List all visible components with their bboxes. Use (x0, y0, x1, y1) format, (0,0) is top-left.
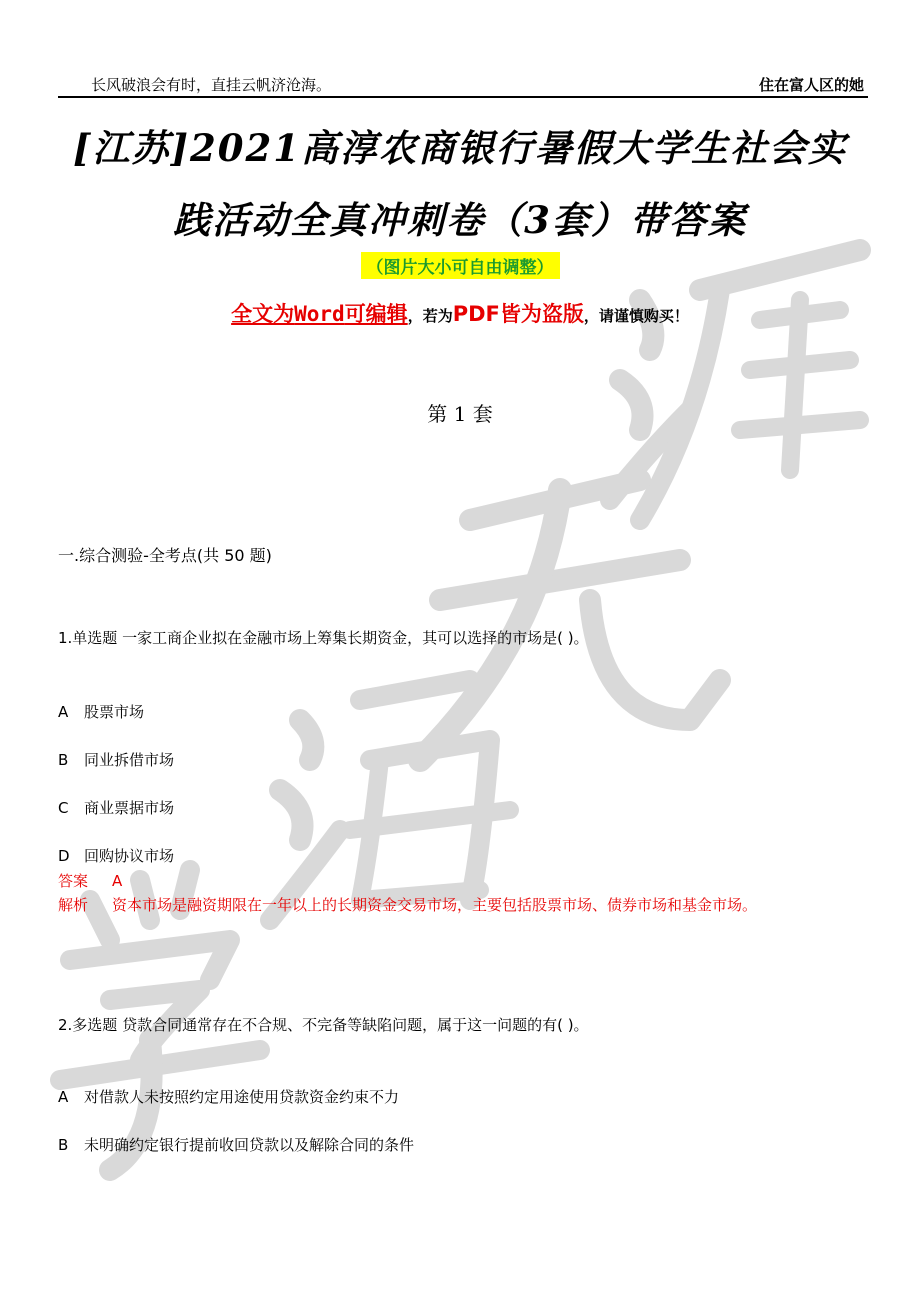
option-text: 回购协议市场 (84, 847, 175, 865)
set-title: 第 1 套 (427, 402, 493, 426)
notice-part-3: ，若为 (407, 307, 453, 325)
question-1-option-c (58, 797, 174, 818)
header-author: 住在富人区的她 (758, 76, 864, 94)
option-letter: C (58, 799, 69, 817)
question-2-option-b (58, 1134, 414, 1155)
image-resize-note: （图片大小可自由调整） (361, 252, 560, 279)
question-1-answer (58, 870, 122, 891)
option-text: 同业拆借市场 (84, 751, 175, 769)
explanation-text: 资本市场是融资期限在一年以上的长期资金交易市场，主要包括股票市场、债券市场和基金市场。 (112, 896, 758, 914)
question-2-option-a (58, 1086, 399, 1107)
explanation-label: 解析 (58, 896, 89, 914)
option-text: 未明确约定银行提前收回贷款以及解除合同的条件 (84, 1136, 415, 1154)
header-motto: 长风破浪会有时，直挂云帆济沧海。 (91, 76, 332, 94)
question-1-option-b (58, 749, 174, 770)
option-letter: A (58, 1088, 69, 1106)
document-title (40, 112, 880, 256)
notice-part-5: ，请谨慎购买！ (583, 307, 689, 325)
answer-value: A (112, 872, 123, 890)
title-line-1: [江苏]2021高淳农商银行暑假大学生社会实 (73, 126, 847, 170)
notice-part-4: 皆为盗版 (499, 302, 584, 326)
option-letter: B (58, 751, 69, 769)
option-letter: A (58, 703, 69, 721)
page-header (58, 72, 868, 98)
notice-pdf: PDF (452, 302, 500, 326)
question-2-stem: 2.多选题 贷款合同通常存在不合规、不完备等缺陷问题，属于这一问题的有( )。 (58, 1016, 589, 1034)
option-text: 商业票据市场 (84, 799, 175, 817)
option-text: 对借款人未按照约定用途使用贷款资金约束不力 (84, 1088, 400, 1106)
option-text: 股票市场 (84, 703, 145, 721)
notice-word: Word (294, 302, 345, 326)
notice-part-1: 全文为 (231, 302, 295, 326)
title-line-2: 践活动全真冲刺卷（3套）带答案 (173, 198, 747, 242)
question-1-option-a (58, 701, 144, 722)
section-title: 一.综合测验-全考点(共 50 题) (58, 546, 272, 565)
question-1-stem: 1.单选题 一家工商企业拟在金融市场上筹集长期资金，其可以选择的市场是( )。 (58, 629, 589, 647)
question-1-option-d (58, 845, 174, 866)
subtitle-row (0, 252, 920, 279)
copyright-notice (0, 298, 920, 328)
notice-part-2: 可编辑 (344, 302, 408, 326)
option-letter: D (58, 847, 70, 865)
question-1-explanation (58, 893, 870, 917)
answer-label: 答案 (58, 872, 89, 890)
option-letter: B (58, 1136, 69, 1154)
